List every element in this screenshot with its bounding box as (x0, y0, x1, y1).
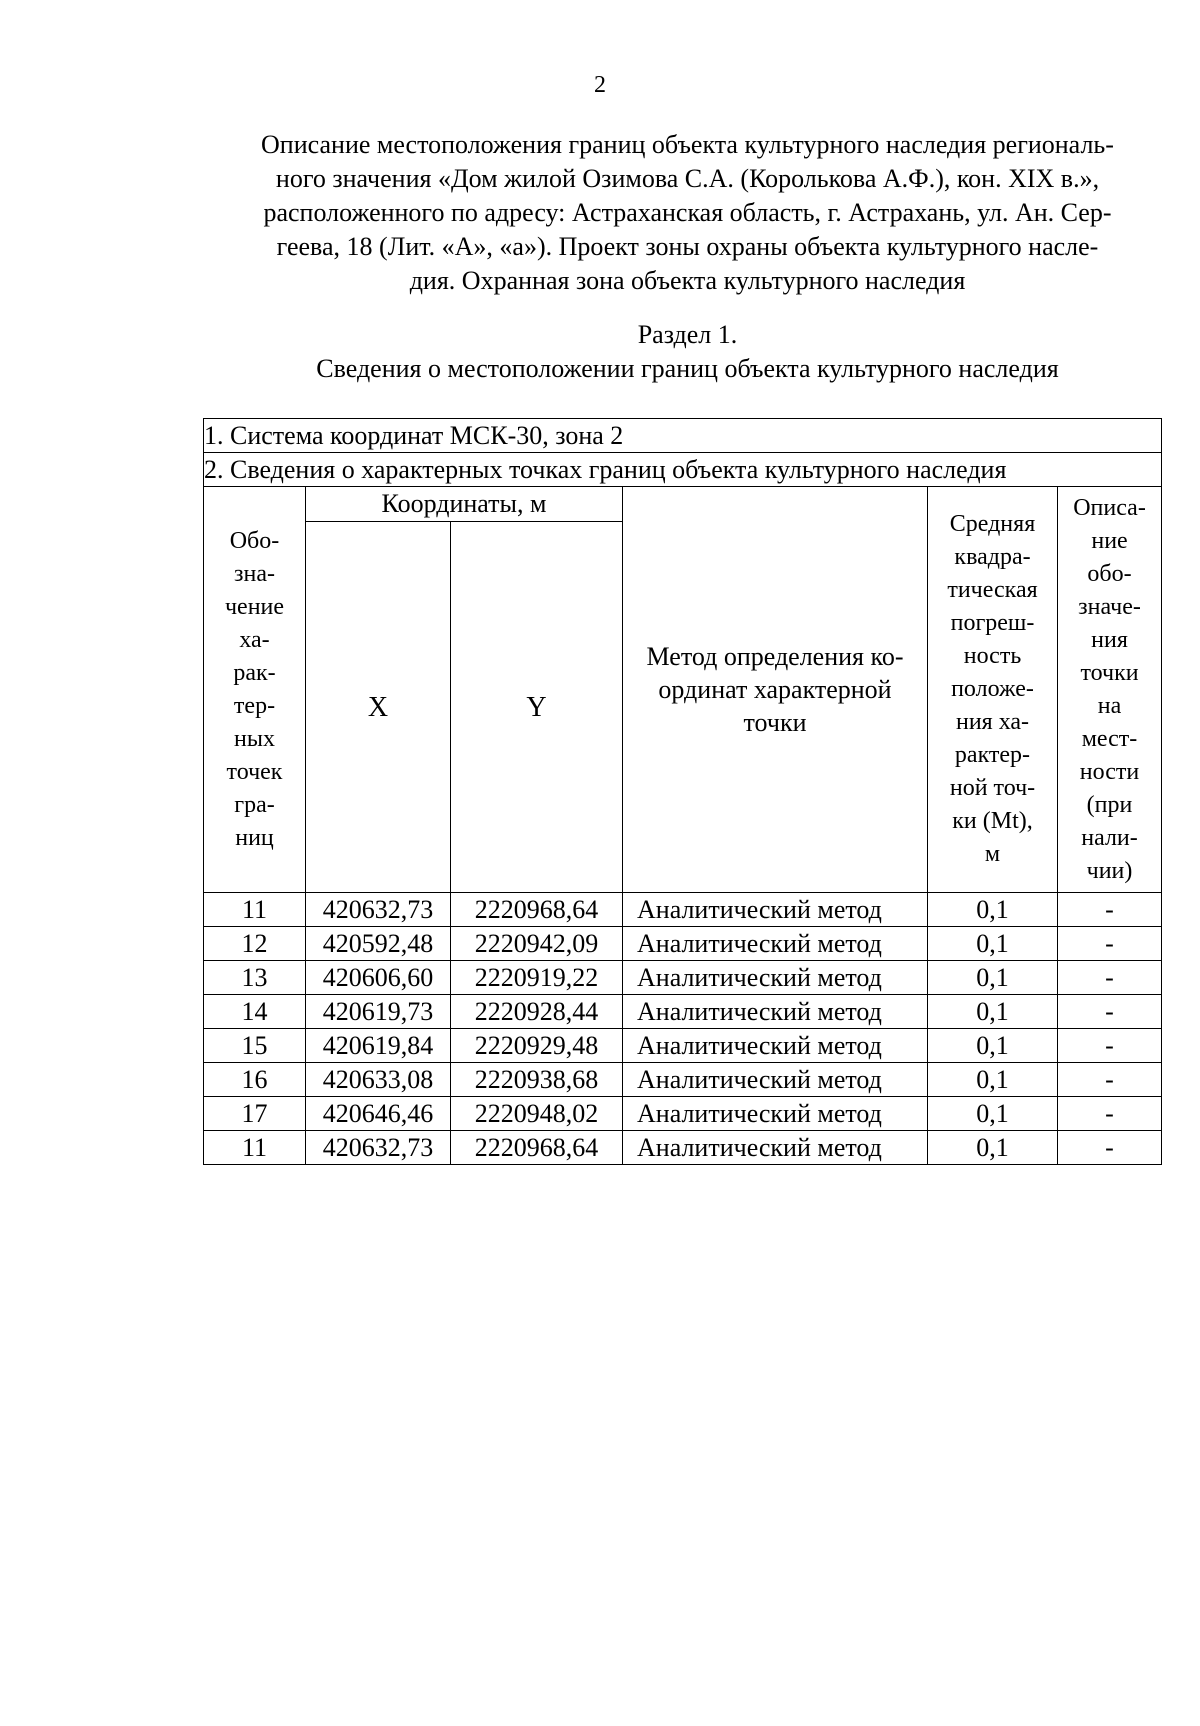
points-info-row (204, 453, 1162, 487)
description-cell: - (1058, 995, 1162, 1029)
x-cell: 420632,73 (306, 893, 451, 927)
header-row (204, 487, 1162, 522)
title-line: дия. Охранная зона объекта культурного наследия (409, 266, 966, 295)
header-line: Метод определения ко- (646, 642, 904, 671)
x-cell: 420592,48 (306, 927, 451, 961)
method-cell: Аналитический метод (623, 1063, 928, 1097)
title-line: расположенного по адресу: Астраханская область, г. Астрахань, ул. Ан. Сер- (263, 198, 1112, 227)
method-cell: Аналитический метод (623, 995, 928, 1029)
x-cell: 420619,84 (306, 1029, 451, 1063)
header-line: тер- (233, 692, 276, 719)
x-cell: 420632,73 (306, 1131, 451, 1165)
section-label: Раздел 1. (637, 320, 738, 349)
y-cell: 2220928,44 (451, 995, 623, 1029)
x-cell: 420606,60 (306, 961, 451, 995)
header-line: Средняя (949, 511, 1036, 537)
header-line: нали- (1081, 824, 1138, 851)
description-cell: - (1058, 1097, 1162, 1131)
table-row (204, 1131, 1162, 1165)
mt-cell: 0,1 (928, 927, 1058, 961)
x-cell: 420633,08 (306, 1063, 451, 1097)
y-cell: 2220938,68 (451, 1063, 623, 1097)
table-row (204, 961, 1162, 995)
description-cell: - (1058, 961, 1162, 995)
document-title (200, 128, 1175, 298)
header-line: ординат характерной (658, 675, 892, 704)
header-description (1058, 487, 1162, 893)
header-line: ния (1091, 626, 1128, 653)
header-line: ной точ- (949, 775, 1036, 801)
mt-cell: 0,1 (928, 961, 1058, 995)
header-line: ность (963, 643, 1022, 669)
header-line: мест- (1081, 725, 1138, 752)
method-cell: Аналитический метод (623, 961, 928, 995)
header-line: ния ха- (955, 709, 1030, 735)
points-info-cell: 2. Сведения о характерных точках границ объекта культурного наследия (204, 453, 1162, 487)
title-line: геева, 18 (Лит. «А», «а»). Проект зоны охраны объекта культурного насле- (276, 232, 1099, 261)
header-coordinates: Координаты, м (306, 487, 623, 522)
header-line: на (1097, 692, 1122, 719)
header-line: гра- (234, 791, 275, 818)
method-cell: Аналитический метод (623, 927, 928, 961)
header-line: погреш- (950, 610, 1035, 636)
header-line: точки (743, 708, 807, 737)
header-line: Описа- (1073, 494, 1146, 521)
mt-cell: 0,1 (928, 1063, 1058, 1097)
header-x: X (306, 522, 451, 893)
coordinate-system-cell: 1. Система координат МСК-30, зона 2 (204, 419, 1162, 453)
point-cell: 15 (204, 1029, 306, 1063)
coordinates-table (203, 418, 1162, 1165)
description-cell: - (1058, 1131, 1162, 1165)
method-cell: Аналитический метод (623, 1131, 928, 1165)
header-line: ности (1079, 758, 1140, 785)
header-line: чии) (1086, 857, 1133, 884)
header-line: Обо- (229, 527, 280, 554)
header-line: ных (234, 725, 275, 752)
description-cell: - (1058, 927, 1162, 961)
header-line: ха- (239, 626, 270, 653)
y-cell: 2220942,09 (451, 927, 623, 961)
header-y: Y (451, 522, 623, 893)
header-designation (204, 487, 306, 893)
header-line: точек (226, 758, 283, 785)
mt-cell: 0,1 (928, 995, 1058, 1029)
mt-cell: 0,1 (928, 1131, 1058, 1165)
method-cell: Аналитический метод (623, 1029, 928, 1063)
table-row (204, 1063, 1162, 1097)
header-line: рак- (233, 659, 276, 686)
header-line: ки (Mt), (952, 808, 1033, 834)
header-line: м (984, 841, 1001, 867)
table-row (204, 995, 1162, 1029)
header-line: ниц (235, 824, 274, 851)
header-line: квадра- (954, 544, 1031, 570)
x-cell: 420646,46 (306, 1097, 451, 1131)
table-row (204, 1029, 1162, 1063)
mt-cell: 0,1 (928, 1097, 1058, 1131)
mt-cell: 0,1 (928, 1029, 1058, 1063)
point-cell: 12 (204, 927, 306, 961)
point-cell: 16 (204, 1063, 306, 1097)
header-method (623, 487, 928, 893)
header-line: (при (1086, 791, 1133, 818)
header-line: тическая (947, 577, 1038, 603)
y-cell: 2220968,64 (451, 893, 623, 927)
y-cell: 2220919,22 (451, 961, 623, 995)
header-line: чение (224, 593, 285, 620)
table-row (204, 927, 1162, 961)
point-cell: 11 (204, 1131, 306, 1165)
point-cell: 14 (204, 995, 306, 1029)
coordinate-system-row (204, 419, 1162, 453)
method-cell: Аналитический метод (623, 893, 928, 927)
y-cell: 2220968,64 (451, 1131, 623, 1165)
description-cell: - (1058, 1063, 1162, 1097)
y-cell: 2220948,02 (451, 1097, 623, 1131)
title-line: Описание местоположения границ объекта культурного наследия региональ- (261, 130, 1114, 159)
page-number: 2 (594, 72, 606, 98)
x-cell: 420619,73 (306, 995, 451, 1029)
header-line: значе- (1078, 593, 1141, 620)
mt-cell: 0,1 (928, 893, 1058, 927)
title-line: ного значения «Дом жилой Озимова С.А. (Королькова А.Ф.), кон. XIX в.», (275, 164, 1100, 193)
header-line: обо- (1087, 560, 1132, 587)
point-cell: 13 (204, 961, 306, 995)
section-caption (200, 318, 1175, 386)
header-line: рактер- (954, 742, 1031, 768)
table-row (204, 1097, 1162, 1131)
table-row (204, 893, 1162, 927)
section-title: Сведения о местоположении границ объекта культурного наследия (316, 354, 1059, 383)
table-body (204, 893, 1162, 1165)
header-line: положе- (951, 676, 1034, 702)
point-cell: 17 (204, 1097, 306, 1131)
header-line: точки (1080, 659, 1139, 686)
header-accuracy (928, 487, 1058, 893)
header-line: зна- (234, 560, 275, 587)
point-cell: 11 (204, 893, 306, 927)
description-cell: - (1058, 1029, 1162, 1063)
y-cell: 2220929,48 (451, 1029, 623, 1063)
description-cell: - (1058, 893, 1162, 927)
method-cell: Аналитический метод (623, 1097, 928, 1131)
header-line: ние (1091, 527, 1128, 554)
